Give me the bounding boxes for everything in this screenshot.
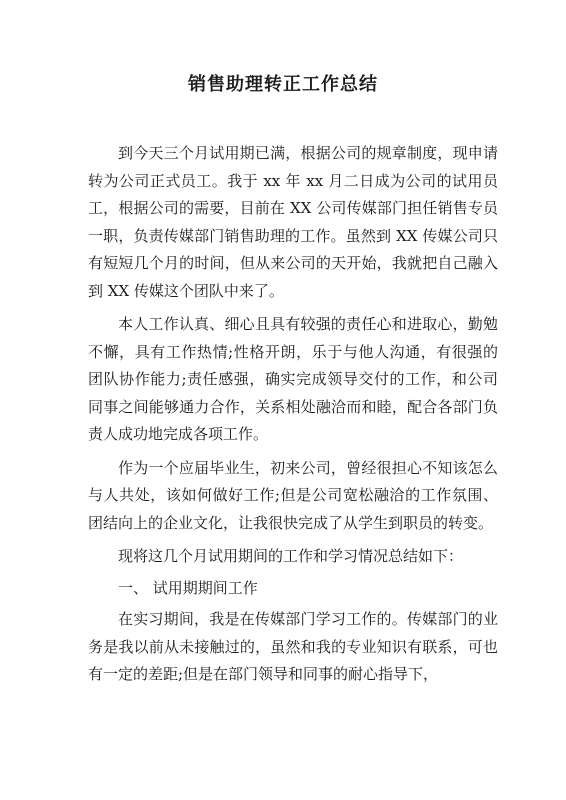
section-heading-1: 一、 试用期期间工作 <box>118 578 258 597</box>
paragraph-self-assessment: 本人工作认真、细心且具有较强的责任心和进取心，勤勉不懈，具有工作热情;性格开朗，乐于与他人沟通，有很强的团队协作能力;责任感强，确实完成领导交付的工作，和公司同事之间能够通力合作，关系相处融洽而和睦，配合各部门负责人成功地完成各项工作。 <box>88 315 498 443</box>
paragraph-probation-work: 在实习期间，我是在传媒部门学习工作的。传媒部门的业务是我以前从未接触过的，虽然和我的专业知识有联系，可也有一定的差距;但是在部门领导和同事的耐心指导下， <box>88 610 498 683</box>
paragraph-transition: 作为一个应届毕业生，初来公司，曾经很担心不知该怎么与人共处，该如何做好工作;但是公司宽松融洽的工作氛围、团结向上的企业文化，让我很快完成了从学生到职员的转变。 <box>88 458 498 532</box>
paragraph-summary-intro: 现将这几个月试用期间的工作和学习情况总结如下： <box>118 547 464 565</box>
document-body <box>88 140 498 695</box>
paragraph-intro: 到今天三个月试用期已满，根据公司的规章制度，现申请转为公司正式员工。我于 xx 年 xx 月二日成为公司的试用员工，根据公司的需要，目前在 XX 公司传媒部门担任销售专员一职，负责传媒部门销售助理的工作。虽然到 XX 传媒公司只有短短几个月的时间，但从来公司的天开始，我就把自己融入到 XX 传媒这个团队中来了。 <box>88 144 498 300</box>
document-title: 销售助理转正工作总结 <box>188 74 378 95</box>
